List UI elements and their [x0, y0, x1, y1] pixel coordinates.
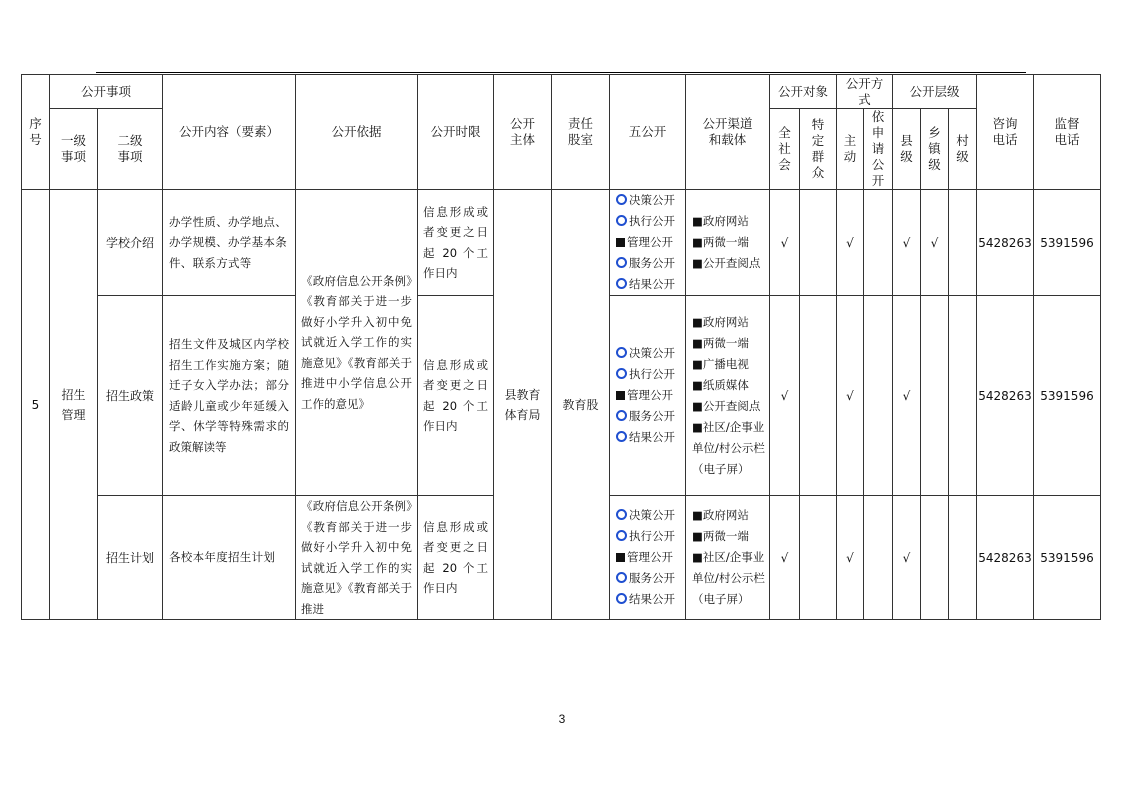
- consult-phone: 5428263: [977, 190, 1034, 296]
- five-cell: [610, 496, 686, 620]
- content-cell: 各校本年度招生计划: [163, 496, 296, 620]
- consult-phone: 5428263: [977, 296, 1034, 496]
- header-method-active: 主动: [837, 109, 864, 190]
- header-content: 公开内容（要素）: [163, 75, 296, 190]
- check-all-society: √: [770, 496, 800, 620]
- check-village: [949, 190, 977, 296]
- circle-icon: [616, 431, 627, 442]
- page-number: 3: [558, 712, 566, 726]
- channel-cell: ■政府网站 ■两微一端 ■公开查阅点: [686, 190, 770, 296]
- circle-icon: [616, 593, 627, 604]
- header-target-all: 全社会: [770, 109, 800, 190]
- five-item: 结果公开: [616, 274, 685, 295]
- circle-icon: [616, 347, 627, 358]
- content-cell: 办学性质、办学地点、办学规模、办学基本条件、联系方式等: [163, 190, 296, 296]
- header-subject: 公开主体: [494, 75, 552, 190]
- header-level: 公开层级: [893, 75, 977, 109]
- header-level-village: 村级: [949, 109, 977, 190]
- circle-icon: [616, 410, 627, 421]
- content-cell: 招生文件及城区内学校招生工作实施方案；随迁子女入学办法；部分适龄儿童或少年延缓入学、休学等特殊需求的政策解读等: [163, 296, 296, 496]
- time-limit-cell: 信息形成或者变更之日起 20 个工作日内: [418, 190, 494, 296]
- check-specific: [800, 190, 837, 296]
- check-village: [949, 296, 977, 496]
- check-active: √: [837, 190, 864, 296]
- check-all-society: √: [770, 190, 800, 296]
- header-office: 责任股室: [552, 75, 610, 190]
- header-consult: 咨询电话: [977, 75, 1034, 190]
- header-level-county: 县级: [893, 109, 921, 190]
- five-item: 结果公开: [616, 427, 685, 448]
- header-channel: 公开渠道和载体: [686, 75, 770, 190]
- header-supervise: 监督电话: [1034, 75, 1101, 190]
- check-town: √: [921, 190, 949, 296]
- check-on-request: [864, 496, 893, 620]
- check-active: √: [837, 496, 864, 620]
- check-all-society: √: [770, 296, 800, 496]
- header-method: 公开方式: [837, 75, 893, 109]
- five-item: 执行公开: [616, 211, 685, 232]
- header-time-limit: 公开时限: [418, 75, 494, 190]
- circle-icon: [616, 509, 627, 520]
- circle-icon: [616, 215, 627, 226]
- five-item: 执行公开: [616, 526, 685, 547]
- circle-icon: [616, 368, 627, 379]
- five-item: 决策公开: [616, 505, 685, 526]
- basis-cell: 《政府信息公开条例》《教育部关于进一步做好小学升入初中免试就近入学工作的实施意见》《教育部关于推进: [296, 496, 418, 620]
- circle-icon: [616, 572, 627, 583]
- check-county: √: [893, 296, 921, 496]
- circle-icon: [616, 257, 627, 268]
- square-icon: [616, 553, 625, 562]
- check-town: [921, 296, 949, 496]
- header-level-town: 乡镇级: [921, 109, 949, 190]
- level1-cell: 招生管理: [50, 190, 98, 620]
- time-limit-cell: 信息形成或者变更之日起 20 个工作日内: [418, 296, 494, 496]
- five-item: 决策公开: [616, 343, 685, 364]
- office-cell: 教育股: [552, 190, 610, 620]
- supervise-phone: 5391596: [1034, 296, 1101, 496]
- check-on-request: [864, 296, 893, 496]
- five-item: 管理公开: [616, 547, 685, 568]
- circle-icon: [616, 278, 627, 289]
- check-county: √: [893, 496, 921, 620]
- five-item: 结果公开: [616, 589, 685, 610]
- circle-icon: [616, 530, 627, 541]
- square-icon: [616, 238, 625, 247]
- header-target-specific: 特定群众: [800, 109, 837, 190]
- header-target: 公开对象: [770, 75, 837, 109]
- five-item: 执行公开: [616, 364, 685, 385]
- check-village: [949, 496, 977, 620]
- five-item: 决策公开: [616, 190, 685, 211]
- level2-cell: 学校介绍: [98, 190, 163, 296]
- check-specific: [800, 296, 837, 496]
- five-cell: [610, 296, 686, 496]
- time-limit-cell: 信息形成或者变更之日起 20 个工作日内: [418, 496, 494, 620]
- supervise-phone: 5391596: [1034, 190, 1101, 296]
- header-level2: 二级事项: [98, 109, 163, 190]
- disclosure-table: [21, 74, 1101, 620]
- square-icon: [616, 391, 625, 400]
- five-item: 管理公开: [616, 385, 685, 406]
- seq-cell: 5: [22, 190, 50, 620]
- channel-cell: ■政府网站 ■两微一端 ■社区/企事业单位/村公示栏（电子屏）: [686, 496, 770, 620]
- header-method-request: 依申请公开: [864, 109, 893, 190]
- check-specific: [800, 496, 837, 620]
- five-item: 服务公开: [616, 568, 685, 589]
- five-item: 服务公开: [616, 253, 685, 274]
- table-row: [22, 190, 1101, 296]
- consult-phone: 5428263: [977, 496, 1034, 620]
- check-on-request: [864, 190, 893, 296]
- five-cell: [610, 190, 686, 296]
- channel-cell: ■政府网站 ■两微一端 ■广播电视 ■纸质媒体 ■公开查阅点 ■社区/企事业单位/村公示栏（电子屏）: [686, 296, 770, 496]
- header-basis: 公开依据: [296, 75, 418, 190]
- level2-cell: 招生计划: [98, 496, 163, 620]
- circle-icon: [616, 194, 627, 205]
- check-town: [921, 496, 949, 620]
- header-seq: 序号: [22, 75, 50, 190]
- basis-cell: 《政府信息公开条例》《教育部关于进一步做好小学升入初中免试就近入学工作的实施意见》《教育部关于推进中小学信息公开工作的意见》: [296, 190, 418, 496]
- level2-cell: 招生政策: [98, 296, 163, 496]
- header-level1: 一级事项: [50, 109, 98, 190]
- check-county: √: [893, 190, 921, 296]
- table-top-rule: [96, 72, 1026, 73]
- five-item: 服务公开: [616, 406, 685, 427]
- header-matters: 公开事项: [50, 75, 163, 109]
- supervise-phone: 5391596: [1034, 496, 1101, 620]
- header-five: 五公开: [610, 75, 686, 190]
- five-item: 管理公开: [616, 232, 685, 253]
- check-active: √: [837, 296, 864, 496]
- subject-cell: 县教育体育局: [494, 190, 552, 620]
